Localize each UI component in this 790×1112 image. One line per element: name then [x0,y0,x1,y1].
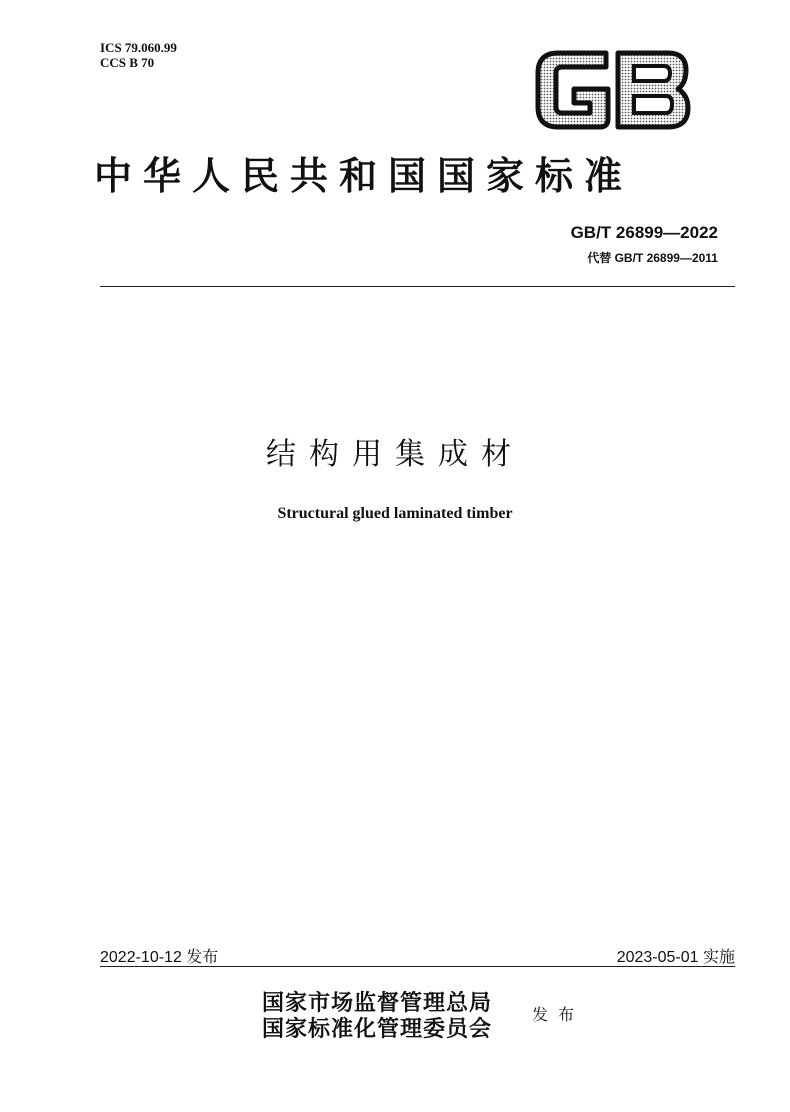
ics-code: ICS 79.060.99 [100,40,177,55]
issue-label: 发布 [532,1005,585,1024]
replaces-standard: 代替 GB/T 26899—2011 [587,251,718,265]
issuer-sac: 国家标准化管理委员会 [262,1016,493,1042]
top-divider [100,286,735,287]
issuer-samr: 国家市场监督管理总局 [262,990,493,1016]
publish-date: 2022-10-12 发布 [100,949,219,966]
bottom-divider [100,966,735,967]
issuing-authorities [262,990,492,1042]
gb-logo [528,45,696,135]
classification-codes [100,40,177,70]
implement-date: 2023-05-01 实施 [616,949,735,966]
ccs-code: CCS B 70 [100,55,155,70]
org-title: 中华人民共和国国家标准 [94,154,634,198]
title-chinese: 结构用集成材 [266,437,524,472]
title-english: Structural glued laminated timber [277,505,513,522]
gb-logo-graphic [528,45,696,135]
standard-number: GB/T 26899—2022 [570,223,718,242]
